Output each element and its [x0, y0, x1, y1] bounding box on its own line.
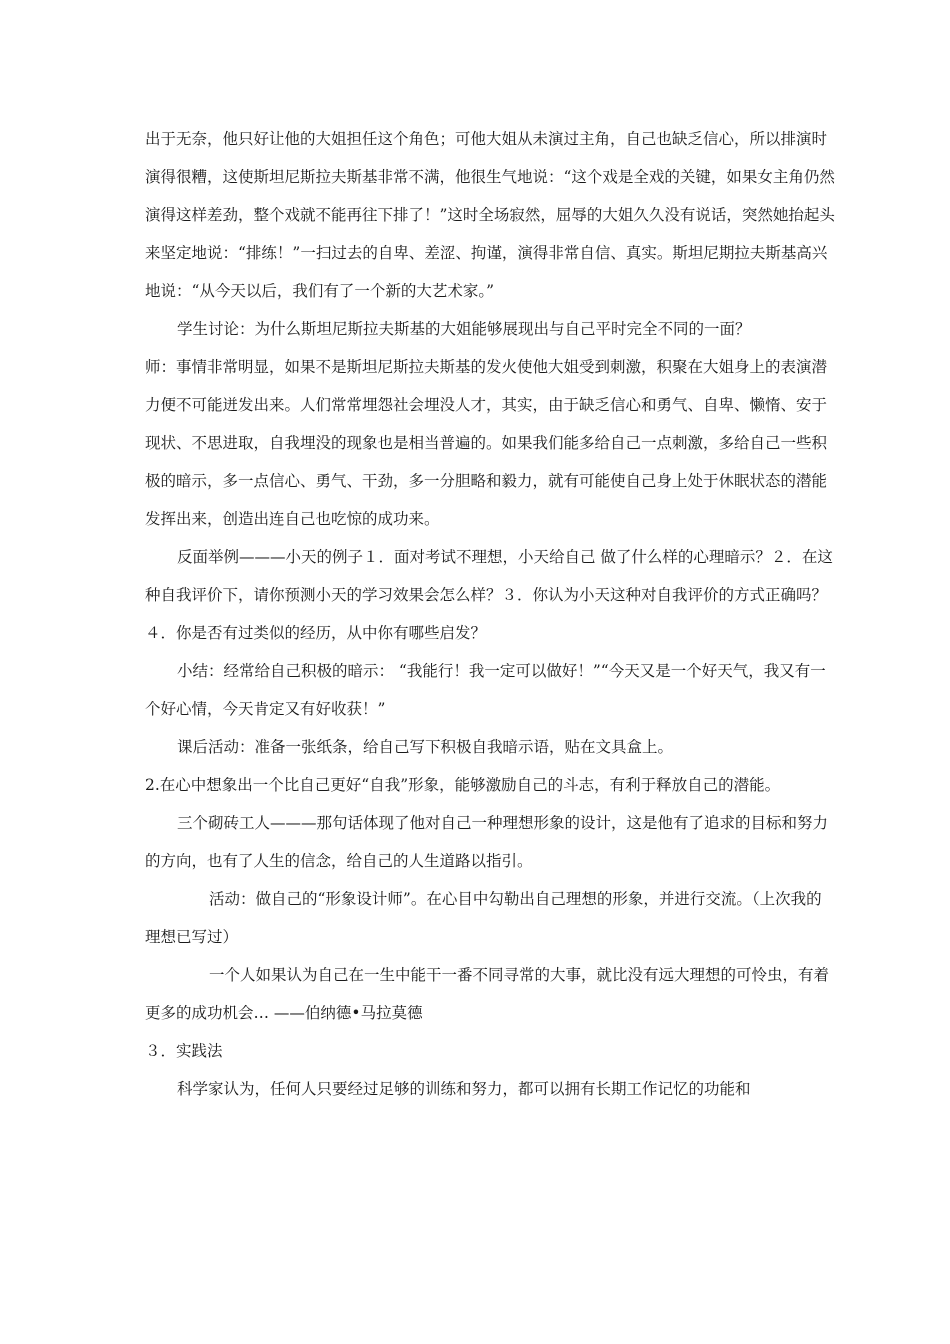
document-body: [145, 120, 835, 1108]
heading-method-3: ３．实践法: [145, 1042, 223, 1060]
paragraph-story: 出于无奈，他只好让他的大姐担任这个角色；可他大姐从未演过主角，自己也缺乏信心，所以排演时演得很糟，这使斯坦尼斯拉夫斯基非常不满，他很生气地说：“这个戏是全戏的关键，如果女主角仍然演得这样差劲，整个戏就不能再往下排了！”这时全场寂然，屈辱的大姐久久没有说话，突然她抬起头来坚定地说：“排练！”一扫过去的自卑、差涩、拘谨，演得非常自信、真实。斯坦尼期拉夫斯基高兴地说：“从今天以后，我们有了一个新的大艺术家。”: [145, 130, 835, 300]
paragraph-bricklayers: 三个砌砖工人———那句话体现了他对自己一种理想形象的设计，这是他有了追求的目标和努力的方向，也有了人生的信念，给自己的人生道路以指引。: [145, 814, 829, 870]
paragraph-method-2: 2.在心中想象出一个比自己更好“自我”形象，能够激励自己的斗志，有利于释放自己的潜能。: [145, 776, 781, 794]
paragraph-counter-example: 反面举例———小天的例子１．面对考试不理想，小天给自己 做了什么样的心理暗示？２．在这种自我评价下，请你预测小天的学习效果会怎么样？３．你认为小天这种对自我评价的方式正确吗？４．你是否有过类似的经历，从中你有哪些启发？: [145, 548, 833, 642]
paragraph-scientists: 科学家认为，任何人只要经过足够的训练和努力，都可以拥有长期工作记忆的功能和: [177, 1080, 751, 1098]
paragraph-student-discussion: 学生讨论：为什么斯坦尼斯拉夫斯基的大姐能够展现出与自己平时完全不同的一面？: [177, 320, 751, 338]
paragraph-after-class-activity: 课后活动：准备一张纸条，给自己写下积极自我暗示语，贴在文具盒上。: [177, 738, 674, 756]
paragraph-teacher: 师：事情非常明显，如果不是斯坦尼斯拉夫斯基的发火使他大姐受到刺激，积聚在大姐身上的表演潜力便不可能迸发出来。人们常常埋怨社会埋没人才，其实，由于缺乏信心和勇气、自卑、懒惰、安于现状、不思进取，自我埋没的现象也是相当普遍的。如果我们能多给自己一点刺激，多给自己一些积极的暗示，多一点信心、勇气、干劲，多一分胆略和毅力，就有可能使自己身上处于休眠状态的潜能发挥出来，创造出连自己也吃惊的成功来。: [145, 358, 828, 528]
paragraph-image-designer: 活动：做自己的“形象设计师”。在心目中勾勒出自己理想的形象，并进行交流。（上次我的理想已写过）: [145, 890, 822, 946]
paragraph-quote: 一个人如果认为自己在一生中能干一番不同寻常的大事，就比没有远大理想的可怜虫，有着更多的成功机会… ——伯纳德•马拉莫德: [145, 966, 830, 1022]
paragraph-summary: 小结：经常给自己积极的暗示： “我能行！我一定可以做好！”“今天又是一个好天气，我又有一个好心情，今天肯定又有好收获！”: [145, 662, 826, 718]
